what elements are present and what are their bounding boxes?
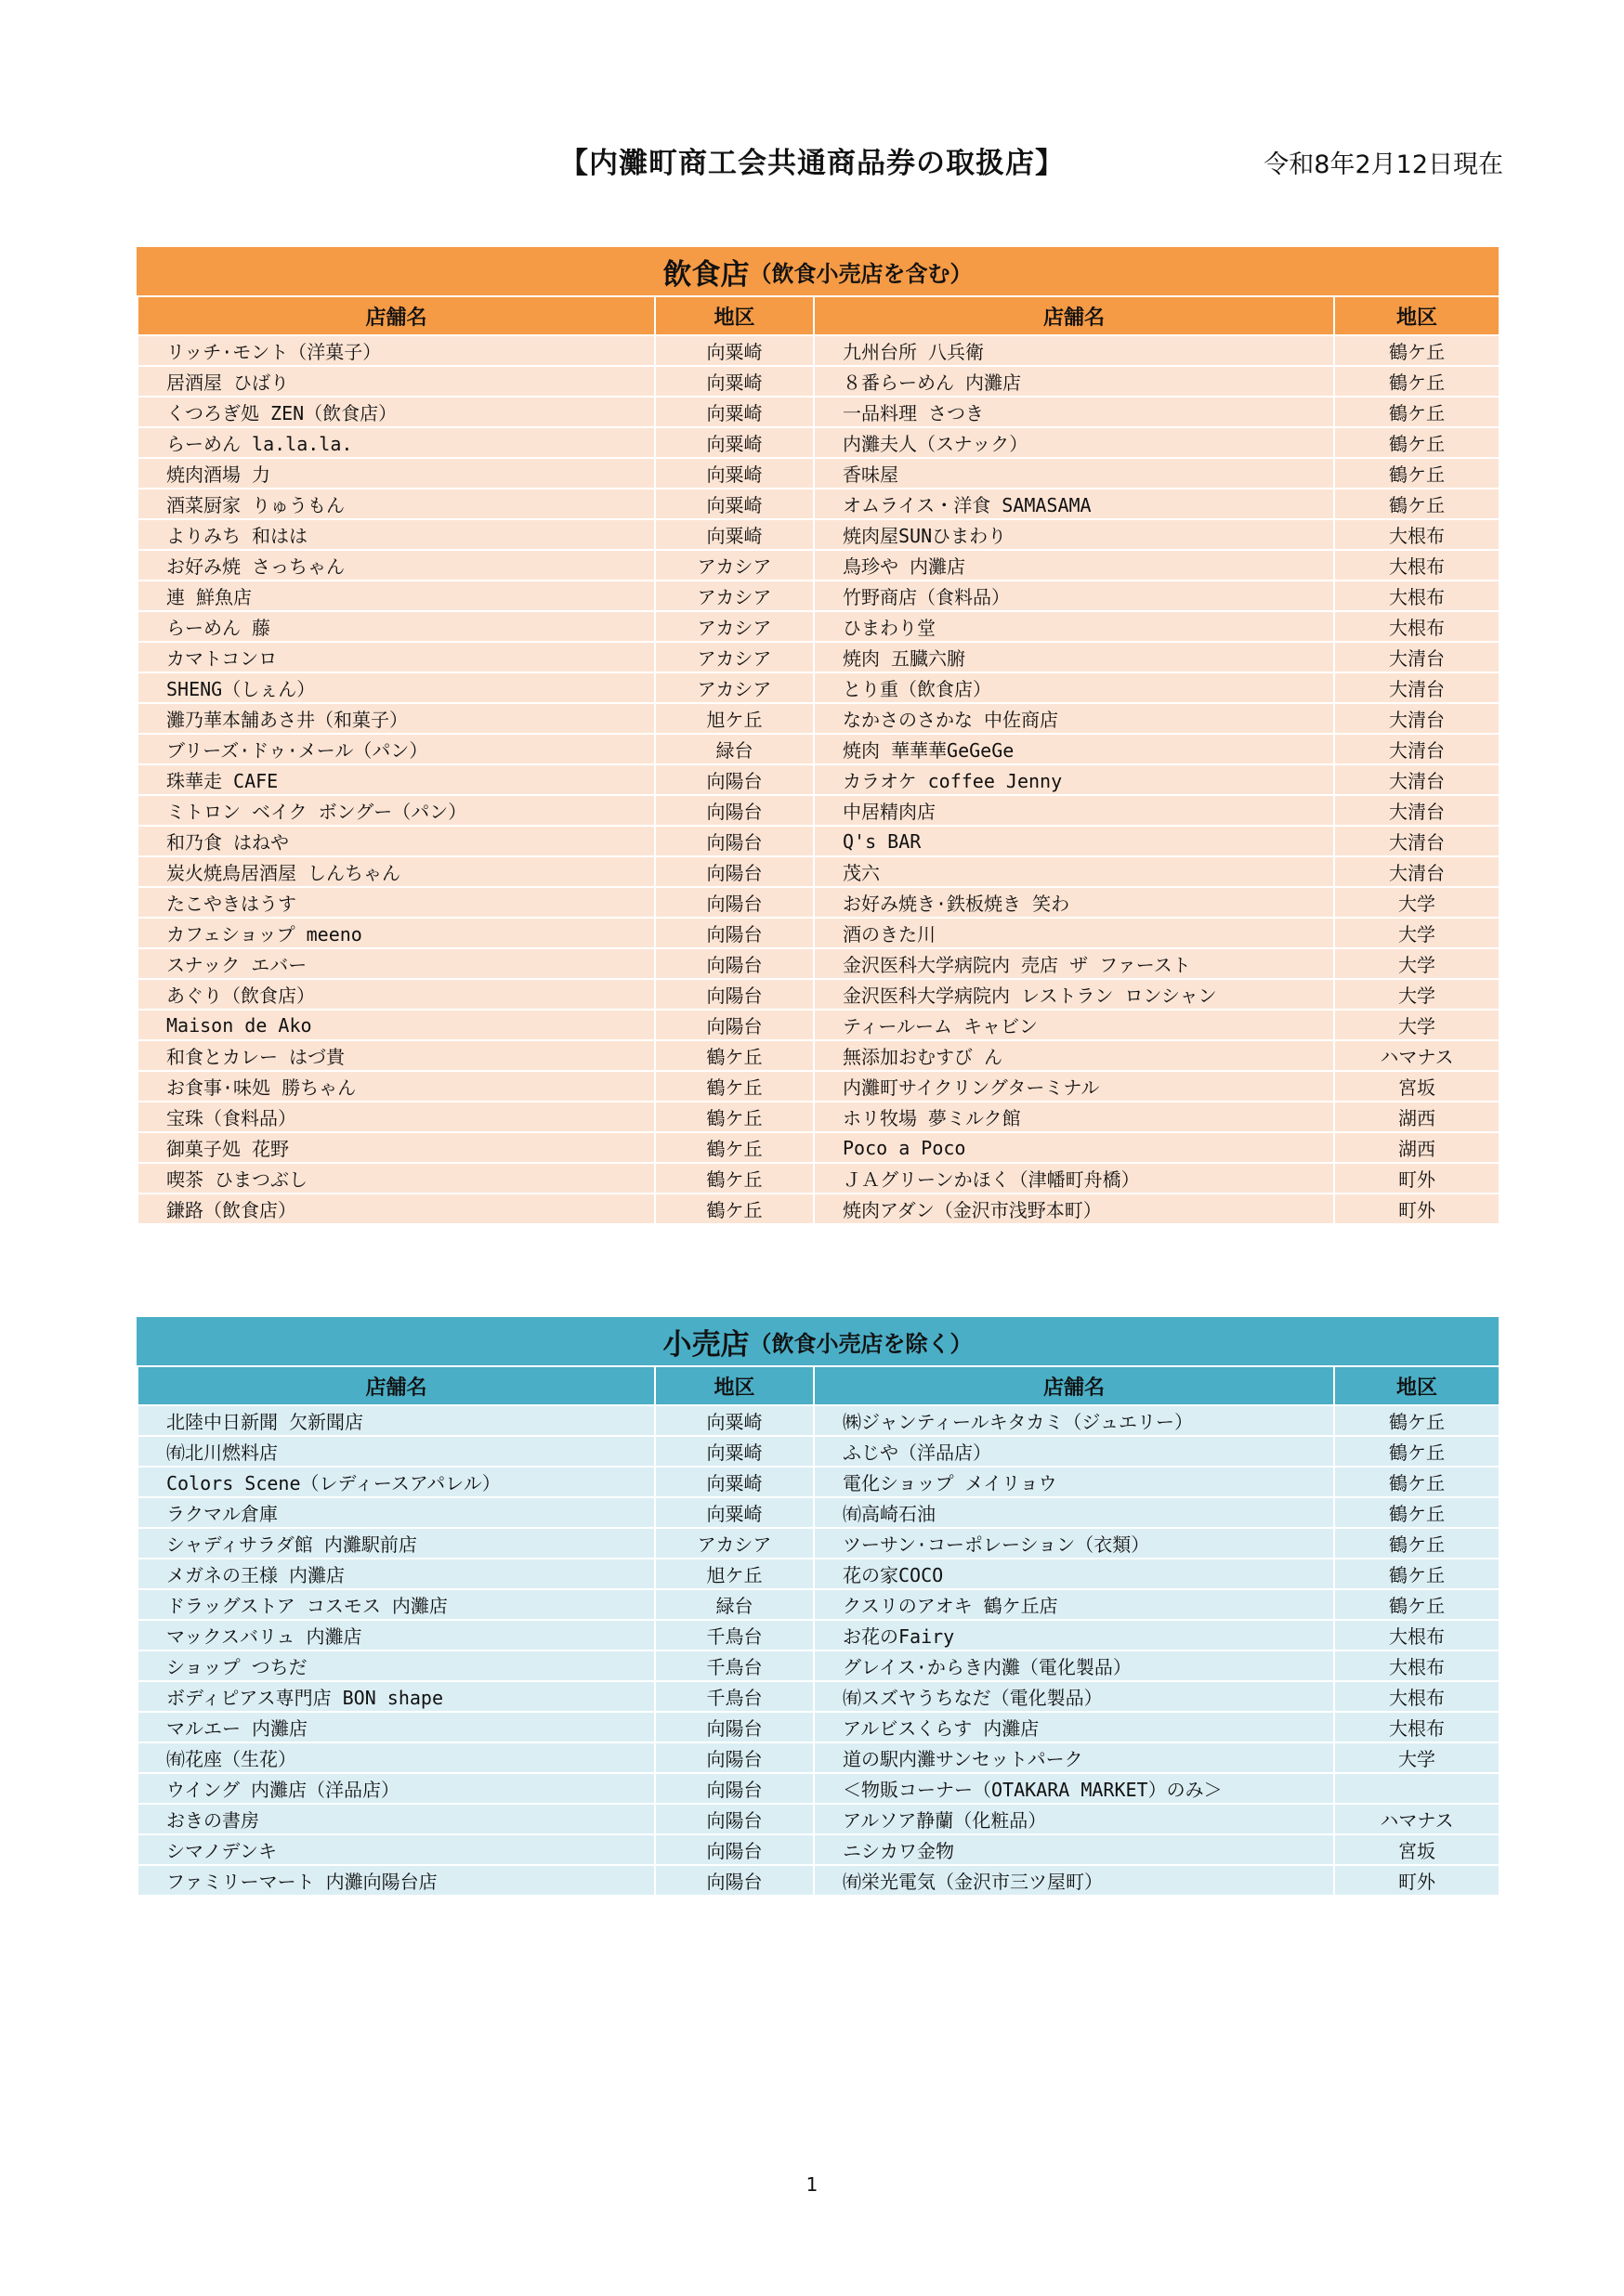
retail-section-title: 小売店 (662, 1327, 750, 1362)
district-right: 大清台 (1334, 703, 1500, 734)
food-table-row (138, 519, 1500, 550)
shop-name-left: スナック エバー (138, 948, 655, 979)
food-table-row (138, 887, 1500, 918)
food-table-row (138, 335, 1500, 366)
district-left: 鶴ケ丘 (655, 1163, 814, 1194)
retail-table-row (138, 1773, 1500, 1804)
page-title: 【内灘町商工会共通商品券の取扱店】 (559, 147, 1065, 180)
shop-name-right: ツーサン·コーポレーション（衣類） (814, 1528, 1334, 1559)
food-table-row (138, 734, 1500, 764)
district-right: 鶴ケ丘 (1334, 1467, 1500, 1497)
district-right: 大根布 (1334, 1650, 1500, 1681)
shop-name-right: 鳥珍や 内灘店 (814, 550, 1334, 581)
food-table (137, 295, 1500, 1225)
shop-name-left: ㈲花座（生花） (138, 1742, 655, 1773)
shop-name-right: 焼肉 華華華GeGeGe (814, 734, 1334, 764)
shop-name-right: 内灘夫人（スナック） (814, 427, 1334, 458)
district-left: 向陽台 (655, 1834, 814, 1865)
retail-table-row (138, 1405, 1500, 1436)
shop-name-right: 一品料理 さつき (814, 397, 1334, 427)
shop-name-right: ㈲スズヤうちなだ（電化製品） (814, 1681, 1334, 1712)
retail-table-row (138, 1681, 1500, 1712)
shop-name-left: ㈲北川燃料店 (138, 1436, 655, 1467)
shop-name-right: お好み焼き·鉄板焼き 笑わ (814, 887, 1334, 918)
retail-table-row (138, 1436, 1500, 1467)
food-table-row (138, 550, 1500, 581)
shop-name-left: くつろぎ処 ZEN（飲食店） (138, 397, 655, 427)
shop-name-left: おきの書房 (138, 1804, 655, 1834)
shop-name-left: 焼肉酒場 力 (138, 458, 655, 489)
shop-name-right: 金沢医科大学病院内 売店 ザ ファースト (814, 948, 1334, 979)
shop-name-right: カラオケ coffee Jenny (814, 764, 1334, 795)
district-left: 鶴ケ丘 (655, 1071, 814, 1102)
district-right: 大根布 (1334, 581, 1500, 611)
food-table-header-row (138, 296, 1500, 335)
shop-name-right: ㈲栄光電気（金沢市三ツ屋町） (814, 1865, 1334, 1896)
food-table-row (138, 826, 1500, 856)
district-right: 大学 (1334, 887, 1500, 918)
shop-name-left: 和食とカレー はづ貴 (138, 1040, 655, 1071)
shop-name-right: オムライス・洋食 SAMASAMA (814, 489, 1334, 519)
shop-name-left: カマトコンロ (138, 642, 655, 672)
retail-header-area-right: 地区 (1334, 1366, 1500, 1405)
retail-table-row (138, 1497, 1500, 1528)
district-left: 向粟崎 (655, 489, 814, 519)
food-table-row (138, 366, 1500, 397)
district-right: 鶴ケ丘 (1334, 1436, 1500, 1467)
district-right: 大学 (1334, 948, 1500, 979)
shop-name-left: Colors Scene（レディースアパレル） (138, 1467, 655, 1497)
retail-table-row (138, 1589, 1500, 1620)
shop-name-left: ウイング 内灘店（洋品店） (138, 1773, 655, 1804)
district-right: 鶴ケ丘 (1334, 427, 1500, 458)
shop-name-left: 酒菜厨家 りゅうもん (138, 489, 655, 519)
district-left: 鶴ケ丘 (655, 1102, 814, 1132)
district-right: 宮坂 (1334, 1834, 1500, 1865)
district-left: 向陽台 (655, 795, 814, 826)
district-left: 向陽台 (655, 1865, 814, 1896)
district-left: 旭ケ丘 (655, 703, 814, 734)
district-left: 向陽台 (655, 948, 814, 979)
district-right: 大学 (1334, 918, 1500, 948)
shop-name-left: ドラッグストア コスモス 内灘店 (138, 1589, 655, 1620)
food-table-row (138, 1010, 1500, 1040)
shop-name-right: アルソア静蘭（化粧品） (814, 1804, 1334, 1834)
shop-name-right: ひまわり堂 (814, 611, 1334, 642)
district-right: 大根布 (1334, 1620, 1500, 1650)
shop-name-right: お花のFairy (814, 1620, 1334, 1650)
shop-name-left: ファミリーマート 内灘向陽台店 (138, 1865, 655, 1896)
district-right: 大根布 (1334, 550, 1500, 581)
district-left: アカシア (655, 611, 814, 642)
shop-name-right: 花の家COCO (814, 1559, 1334, 1589)
district-right: 鶴ケ丘 (1334, 335, 1500, 366)
food-table-row (138, 856, 1500, 887)
district-left: 緑台 (655, 734, 814, 764)
food-table-row (138, 703, 1500, 734)
food-table-row (138, 948, 1500, 979)
retail-table-row (138, 1712, 1500, 1742)
shop-name-right: ニシカワ金物 (814, 1834, 1334, 1865)
shop-name-right: 竹野商店（食料品） (814, 581, 1334, 611)
as-of-date: 令和8年2月12日現在 (1264, 150, 1503, 179)
food-header-area-right: 地区 (1334, 296, 1500, 335)
retail-section-header (137, 1317, 1499, 1365)
food-table-row (138, 458, 1500, 489)
food-table-row (138, 611, 1500, 642)
shop-name-right: 金沢医科大学病院内 レストラン ロンシャン (814, 979, 1334, 1010)
food-table-row (138, 979, 1500, 1010)
retail-table-header-row (138, 1366, 1500, 1405)
district-left: 向粟崎 (655, 366, 814, 397)
shop-name-right: なかさのさかな 中佐商店 (814, 703, 1334, 734)
shop-name-right: Poco a Poco (814, 1132, 1334, 1163)
food-table-row (138, 1132, 1500, 1163)
food-table-row (138, 427, 1500, 458)
district-right: 大清台 (1334, 856, 1500, 887)
district-right: 大根布 (1334, 519, 1500, 550)
shop-name-right: 無添加おむすび ん (814, 1040, 1334, 1071)
shop-name-right: ホリ牧場 夢ミルク館 (814, 1102, 1334, 1132)
district-left: 向陽台 (655, 979, 814, 1010)
food-table-body (138, 335, 1500, 1224)
shop-name-right: 香味屋 (814, 458, 1334, 489)
food-table-row (138, 1071, 1500, 1102)
district-left: 向陽台 (655, 1804, 814, 1834)
shop-name-right: アルビスくらす 内灘店 (814, 1712, 1334, 1742)
shop-name-left: 連 鮮魚店 (138, 581, 655, 611)
district-right: ハマナス (1334, 1040, 1500, 1071)
retail-header-name-left: 店舗名 (138, 1366, 655, 1405)
district-right: 大学 (1334, 1742, 1500, 1773)
district-left: 向粟崎 (655, 458, 814, 489)
district-left: アカシア (655, 1528, 814, 1559)
shop-name-left: メガネの王様 内灘店 (138, 1559, 655, 1589)
shop-name-right: 焼肉アダン（金沢市浅野本町） (814, 1194, 1334, 1224)
shop-name-right: ㈲高崎石油 (814, 1497, 1334, 1528)
district-left: 向陽台 (655, 1010, 814, 1040)
retail-header-area-left: 地区 (655, 1366, 814, 1405)
shop-name-left: あぐり（飲食店） (138, 979, 655, 1010)
shop-name-left: よりみち 和はは (138, 519, 655, 550)
district-right (1334, 1773, 1500, 1804)
shop-name-left: 和乃食 はねや (138, 826, 655, 856)
district-right: ハマナス (1334, 1804, 1500, 1834)
food-section-subtitle: （飲食小売店を含む） (749, 260, 973, 287)
district-left: 鶴ケ丘 (655, 1040, 814, 1071)
retail-section-subtitle: （飲食小売店を除く） (749, 1330, 973, 1357)
shop-name-left: ミトロン ベイク ボングー（パン） (138, 795, 655, 826)
district-right: 鶴ケ丘 (1334, 489, 1500, 519)
retail-section (137, 1317, 1499, 1897)
district-left: 向陽台 (655, 856, 814, 887)
district-left: 千鳥台 (655, 1681, 814, 1712)
district-left: 向粟崎 (655, 335, 814, 366)
food-section-header (137, 247, 1499, 295)
district-right: 湖西 (1334, 1102, 1500, 1132)
shop-name-right: Q's BAR (814, 826, 1334, 856)
food-section-title: 飲食店 (662, 257, 750, 292)
shop-name-left: Maison de Ako (138, 1010, 655, 1040)
district-right: 大根布 (1334, 1712, 1500, 1742)
district-right: 大清台 (1334, 826, 1500, 856)
shop-name-left: リッチ·モント（洋菓子） (138, 335, 655, 366)
shop-name-left: ラクマル倉庫 (138, 1497, 655, 1528)
district-right: 町外 (1334, 1194, 1500, 1224)
district-right: 町外 (1334, 1865, 1500, 1896)
district-right: 鶴ケ丘 (1334, 366, 1500, 397)
shop-name-left: 居酒屋 ひばり (138, 366, 655, 397)
food-header-area-left: 地区 (655, 296, 814, 335)
retail-table-row (138, 1467, 1500, 1497)
district-left: 向陽台 (655, 918, 814, 948)
retail-table-row (138, 1742, 1500, 1773)
shop-name-right: ＜物販コーナー（OTAKARA MARKET）のみ＞ (814, 1773, 1334, 1804)
district-left: 向陽台 (655, 1773, 814, 1804)
food-table-row (138, 1163, 1500, 1194)
shop-name-left: 喫茶 ひまつぶし (138, 1163, 655, 1194)
shop-name-right: クスリのアオキ 鶴ケ丘店 (814, 1589, 1334, 1620)
food-section (137, 247, 1499, 1225)
shop-name-left: たこやきはうす (138, 887, 655, 918)
shop-name-left: ボディピアス専門店 BON shape (138, 1681, 655, 1712)
district-right: 鶴ケ丘 (1334, 1497, 1500, 1528)
shop-name-left: らーめん 藤 (138, 611, 655, 642)
district-left: 向粟崎 (655, 427, 814, 458)
shop-name-left: ショップ つちだ (138, 1650, 655, 1681)
district-right: 湖西 (1334, 1132, 1500, 1163)
shop-name-right: ㈱ジャンティールキタカミ（ジュエリー） (814, 1405, 1334, 1436)
shop-name-left: 鎌路（飲食店） (138, 1194, 655, 1224)
district-left: 緑台 (655, 1589, 814, 1620)
shop-name-left: 宝珠（食料品） (138, 1102, 655, 1132)
retail-table-row (138, 1528, 1500, 1559)
shop-name-right: グレイス·からき内灘（電化製品） (814, 1650, 1334, 1681)
retail-table-row (138, 1650, 1500, 1681)
shop-name-right: 焼肉屋SUNひまわり (814, 519, 1334, 550)
district-left: アカシア (655, 550, 814, 581)
food-table-row (138, 397, 1500, 427)
food-table-row (138, 1194, 1500, 1224)
district-right: 大清台 (1334, 642, 1500, 672)
district-left: 旭ケ丘 (655, 1559, 814, 1589)
retail-table-row (138, 1620, 1500, 1650)
shop-name-right: 中居精肉店 (814, 795, 1334, 826)
district-left: 向陽台 (655, 1712, 814, 1742)
shop-name-right: 焼肉 五臓六腑 (814, 642, 1334, 672)
food-table-row (138, 581, 1500, 611)
district-left: 向粟崎 (655, 1405, 814, 1436)
district-left: 向陽台 (655, 1742, 814, 1773)
retail-table-row (138, 1834, 1500, 1865)
shop-name-left: シマノデンキ (138, 1834, 655, 1865)
district-right: 宮坂 (1334, 1071, 1500, 1102)
district-right: 鶴ケ丘 (1334, 397, 1500, 427)
district-left: 向陽台 (655, 826, 814, 856)
food-header-name-left: 店舗名 (138, 296, 655, 335)
page-number: 1 (805, 2173, 819, 2196)
shop-name-right: 酒のきた川 (814, 918, 1334, 948)
shop-name-right: ８番らーめん 内灘店 (814, 366, 1334, 397)
food-table-row (138, 1102, 1500, 1132)
district-right: 鶴ケ丘 (1334, 1559, 1500, 1589)
district-right: 大学 (1334, 1010, 1500, 1040)
retail-table (137, 1365, 1500, 1897)
district-left: 向粟崎 (655, 1497, 814, 1528)
retail-table-body (138, 1405, 1500, 1896)
shop-name-left: SHENG（しぇん） (138, 672, 655, 703)
district-left: 向粟崎 (655, 519, 814, 550)
food-table-row (138, 795, 1500, 826)
district-left: 向粟崎 (655, 1436, 814, 1467)
shop-name-left: お食事·味処 勝ちゃん (138, 1071, 655, 1102)
district-left: アカシア (655, 642, 814, 672)
shop-name-left: お好み焼 さっちゃん (138, 550, 655, 581)
shop-name-left: カフェショップ meeno (138, 918, 655, 948)
district-right: 鶴ケ丘 (1334, 458, 1500, 489)
shop-name-left: マルエー 内灘店 (138, 1712, 655, 1742)
food-header-name-right: 店舗名 (814, 296, 1334, 335)
shop-name-right: 九州台所 八兵衛 (814, 335, 1334, 366)
district-left: アカシア (655, 581, 814, 611)
shop-name-right: 茂六 (814, 856, 1334, 887)
shop-name-right: 内灘町サイクリングターミナル (814, 1071, 1334, 1102)
district-left: 向陽台 (655, 887, 814, 918)
district-right: 町外 (1334, 1163, 1500, 1194)
food-table-row (138, 1040, 1500, 1071)
food-table-row (138, 918, 1500, 948)
district-left: 千鳥台 (655, 1650, 814, 1681)
district-right: 大清台 (1334, 734, 1500, 764)
retail-header-name-right: 店舗名 (814, 1366, 1334, 1405)
shop-name-right: ふじや（洋品店） (814, 1436, 1334, 1467)
district-left: 向陽台 (655, 764, 814, 795)
district-left: 千鳥台 (655, 1620, 814, 1650)
district-right: 鶴ケ丘 (1334, 1589, 1500, 1620)
shop-name-left: ブリーズ·ドゥ·メール（パン） (138, 734, 655, 764)
shop-name-left: 北陸中日新聞 欠新聞店 (138, 1405, 655, 1436)
shop-name-left: 珠華走 CAFE (138, 764, 655, 795)
retail-table-row (138, 1804, 1500, 1834)
shop-name-left: 灘乃華本舗あさ井（和菓子） (138, 703, 655, 734)
shop-name-right: ＪＡグリーンかほく（津幡町舟橋） (814, 1163, 1334, 1194)
district-right: 大学 (1334, 979, 1500, 1010)
food-table-row (138, 642, 1500, 672)
shop-name-left: マックスバリュ 内灘店 (138, 1620, 655, 1650)
shop-name-left: 御菓子処 花野 (138, 1132, 655, 1163)
district-right: 鶴ケ丘 (1334, 1405, 1500, 1436)
food-table-row (138, 764, 1500, 795)
retail-table-row (138, 1559, 1500, 1589)
district-left: 鶴ケ丘 (655, 1132, 814, 1163)
district-right: 大根布 (1334, 611, 1500, 642)
district-left: 向粟崎 (655, 397, 814, 427)
district-left: 鶴ケ丘 (655, 1194, 814, 1224)
shop-name-right: 電化ショップ メイリョウ (814, 1467, 1334, 1497)
district-left: 向粟崎 (655, 1467, 814, 1497)
shop-name-right: ティールーム キャビン (814, 1010, 1334, 1040)
district-right: 大清台 (1334, 672, 1500, 703)
district-left: アカシア (655, 672, 814, 703)
shop-name-right: とり重（飲食店） (814, 672, 1334, 703)
food-table-row (138, 489, 1500, 519)
district-right: 鶴ケ丘 (1334, 1528, 1500, 1559)
shop-name-left: らーめん la.la.la. (138, 427, 655, 458)
food-table-row (138, 672, 1500, 703)
district-right: 大根布 (1334, 1681, 1500, 1712)
district-right: 大清台 (1334, 795, 1500, 826)
shop-name-left: 炭火焼鳥居酒屋 しんちゃん (138, 856, 655, 887)
shop-name-right: 道の駅内灘サンセットパーク (814, 1742, 1334, 1773)
district-right: 大清台 (1334, 764, 1500, 795)
shop-name-left: シャディサラダ館 内灘駅前店 (138, 1528, 655, 1559)
retail-table-row (138, 1865, 1500, 1896)
